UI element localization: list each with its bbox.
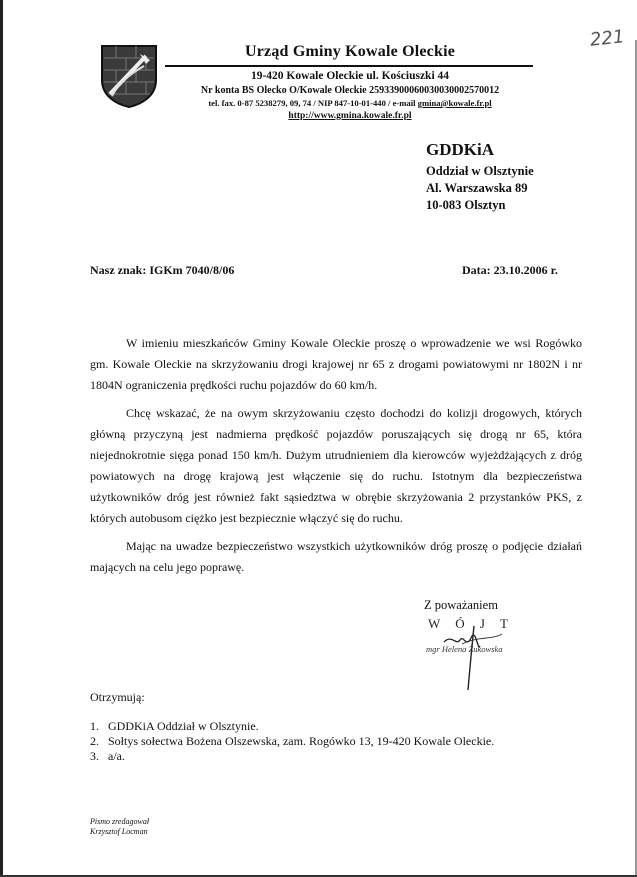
bank-account: Nr konta BS Olecko O/Kowale Oleckie 25933900060030030002570012	[200, 85, 500, 96]
list-item: 3. a/a.	[90, 749, 125, 763]
receivers-list	[90, 719, 494, 764]
list-item: 2. Sołtys sołectwa Bożena Olszewska, zam. Rogówko 13, 19-420 Kowale Oleckie.	[90, 734, 495, 748]
recipient-line: Al. Warszawska 89	[426, 181, 528, 195]
recipient-line: 10-083 Olsztyn	[426, 198, 506, 212]
letter-body	[90, 333, 582, 585]
scan-border-left	[0, 0, 3, 877]
letter-date: Data: 23.10.2006 r.	[462, 263, 558, 277]
recipient-line: Oddział w Olsztynie	[426, 164, 534, 178]
body-paragraph: Chcę wskazać, że na owym skrzyżowaniu często dochodzi do kolizji drogowych, których główną przyczyną jest nadmierna prędkość pojazdów poruszających się drogą nr 65, która niejednokrotnie sięga ponad 150 km/h. Dużym utrudnieniem dla kierowców wyjeżdżających z dróg powiatowych na drogę krajową jest włączenie się do ruchu. Istotnym dla bezpieczeństwa użytkowników dróg jest również fakt sąsiedztwa w obrębie skrzyżowania 2 przystanków PKS, z których autobusom ciężko jest bezpiecznie włączyć się do ruchu.	[90, 406, 582, 525]
email-link[interactable]: gmina@kowale.fr.pl	[417, 98, 492, 108]
receivers-label: Otrzymują:	[90, 690, 145, 704]
header-divider	[165, 65, 533, 67]
office-name: Urząd Gminy Kowale Oleckie	[244, 43, 456, 60]
contact-line	[165, 98, 535, 108]
body-paragraph: Mając na uwadze bezpieczeństwo wszystkich użytkowników dróg proszę o podjęcie działań mających na celu jego poprawę.	[90, 539, 582, 574]
reference-number: Nasz znak: IGKm 7040/8/06	[90, 263, 235, 277]
drafted-by-label: Pismo zredagował	[90, 817, 150, 826]
stamp-title: W Ó J T	[428, 616, 514, 631]
handwritten-page-number: 221	[588, 26, 626, 51]
recipient-org: GDDKiA	[426, 140, 494, 159]
website-link[interactable]: http://www.gmina.kowale.fr.pl	[288, 111, 412, 121]
closing-salutation: Z poważaniem	[424, 598, 498, 612]
coat-of-arms-icon	[100, 44, 158, 108]
body-paragraph: W imieniu mieszkańców Gminy Kowale Oleckie proszę o wprowadzenie we wsi Rogówko gm. Kowale Oleckie na skrzyżowaniu drogi krajowej nr 65 z drogami powiatowymi nr 1802N i nr 1804N ograniczenia prędkości ruchu pojazdów do 60 km/h.	[90, 336, 582, 392]
list-item: 1. GDDKiA Oddział w Olsztynie.	[90, 719, 259, 733]
drafted-by-note	[90, 817, 149, 837]
stamp-name: mgr Helena Żukowska	[426, 644, 503, 654]
contact-phone-nip: tel. fax. 0-87 5238279, 09, 74 / NIP 847-10-01-440 / e-mail	[208, 98, 418, 108]
office-address: 19-420 Kowale Oleckie ul. Kościuszki 44	[250, 70, 450, 82]
signature-stamp	[418, 606, 538, 696]
recipient-block	[426, 140, 534, 214]
drafted-by-name: Krzysztof Locman	[90, 827, 148, 836]
